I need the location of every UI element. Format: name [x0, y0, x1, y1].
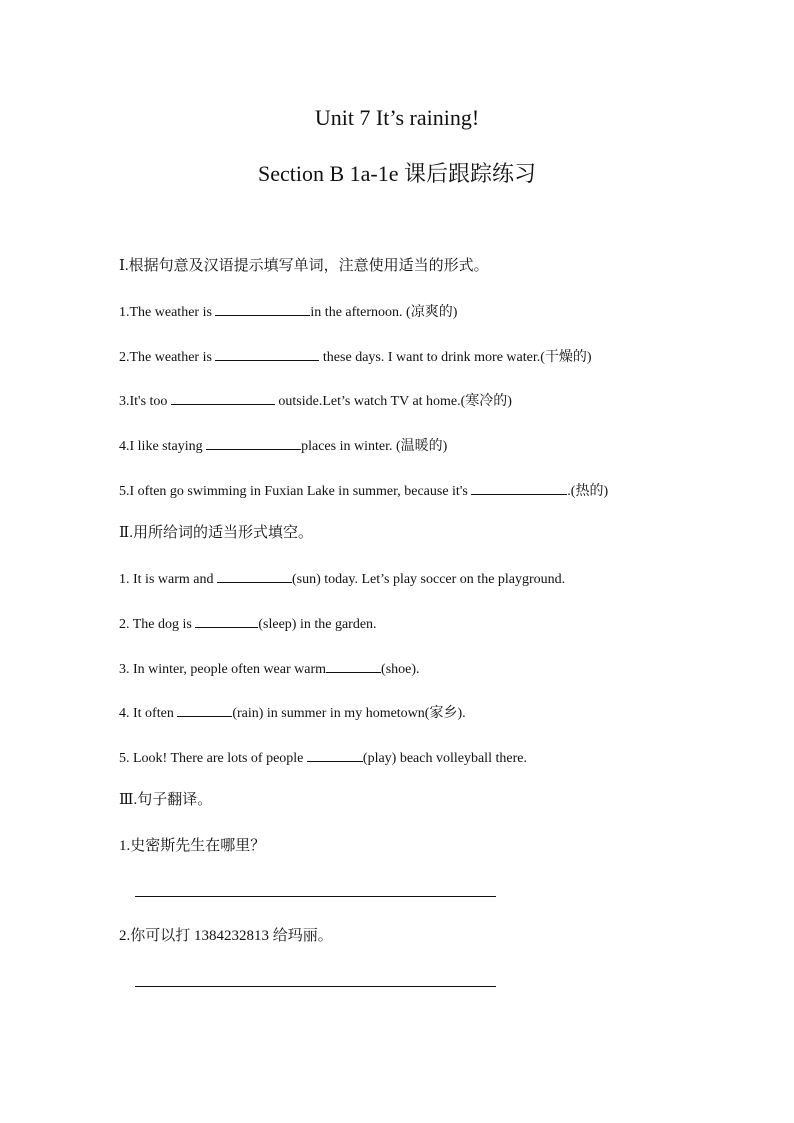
item-text-before: 1.The weather is: [119, 305, 216, 320]
section-2-item-1: [119, 568, 565, 590]
page-subtitle: Section B 1a-1e 课后跟踪练习: [257, 161, 537, 186]
answer-blank[interactable]: [206, 435, 301, 450]
item-text-after: (shoe).: [381, 662, 420, 677]
page-title: Unit 7 It’s raining!: [314, 105, 480, 130]
item-text-after: outside.Let’s watch TV at home.(寒冷的): [274, 394, 512, 409]
answer-blank[interactable]: [307, 747, 363, 762]
item-text-after: (sleep) in the garden.: [258, 617, 377, 632]
section-1-item-2: [119, 346, 592, 368]
item-text-after: these days. I want to drink more water.(干燥的): [319, 350, 592, 365]
section-1-item-4: [119, 435, 447, 457]
section-1-item-5: [119, 480, 608, 502]
item-text-before: 4. It often: [119, 706, 178, 721]
answer-blank[interactable]: [195, 613, 258, 628]
item-text-before: 2.The weather is: [119, 350, 216, 365]
section-3-item-2: 2.你可以打 1384232813 给玛丽。: [119, 928, 333, 944]
item-text-before: 1. It is warm and: [119, 572, 217, 587]
answer-blank[interactable]: [215, 346, 319, 361]
item-text-after: (sun) today. Let’s play soccer on the playground.: [291, 572, 566, 587]
answer-blank[interactable]: [326, 658, 381, 673]
section-2-item-3: [119, 658, 420, 680]
item-text-after: in the afternoon. (凉爽的): [310, 305, 458, 320]
answer-blank[interactable]: [177, 702, 232, 717]
section-2-item-4: [119, 702, 466, 724]
section-2-heading: Ⅱ.用所给词的适当形式填空。: [119, 525, 313, 541]
item-text-after: (play) beach volleyball there.: [362, 751, 527, 766]
item-text-before: 4.I like staying: [119, 439, 207, 454]
item-text-after: (rain) in summer in my hometown(家乡).: [232, 706, 466, 721]
item-text-before: 2. The dog is: [119, 617, 196, 632]
item-text-after: .(热的): [567, 484, 609, 499]
answer-blank[interactable]: [217, 568, 292, 583]
section-3-item-1: 1.史密斯先生在哪里？: [119, 838, 266, 854]
answer-blank[interactable]: [215, 301, 310, 316]
translation-answer-line-1[interactable]: [135, 896, 496, 897]
item-text-before: 3.It's too: [119, 394, 171, 409]
section-3-heading: Ⅲ.句子翻译。: [119, 792, 213, 808]
answer-blank[interactable]: [171, 390, 275, 405]
translation-answer-line-2[interactable]: [135, 986, 496, 987]
item-text-after: places in winter. (温暖的): [301, 439, 448, 454]
section-1-heading: Ⅰ.根据句意及汉语提示填写单词，注意使用适当的形式。: [119, 258, 489, 274]
answer-blank[interactable]: [471, 480, 567, 495]
item-text-before: 5. Look! There are lots of people: [119, 751, 307, 766]
item-text-before: 3. In winter, people often wear warm: [119, 662, 327, 677]
section-2-item-2: [119, 613, 377, 635]
item-text-before: 5.I often go swimming in Fuxian Lake in summer, because it's: [119, 484, 472, 499]
section-1-item-3: [119, 390, 512, 412]
section-1-item-1: [119, 301, 457, 323]
section-2-item-5: [119, 747, 527, 769]
